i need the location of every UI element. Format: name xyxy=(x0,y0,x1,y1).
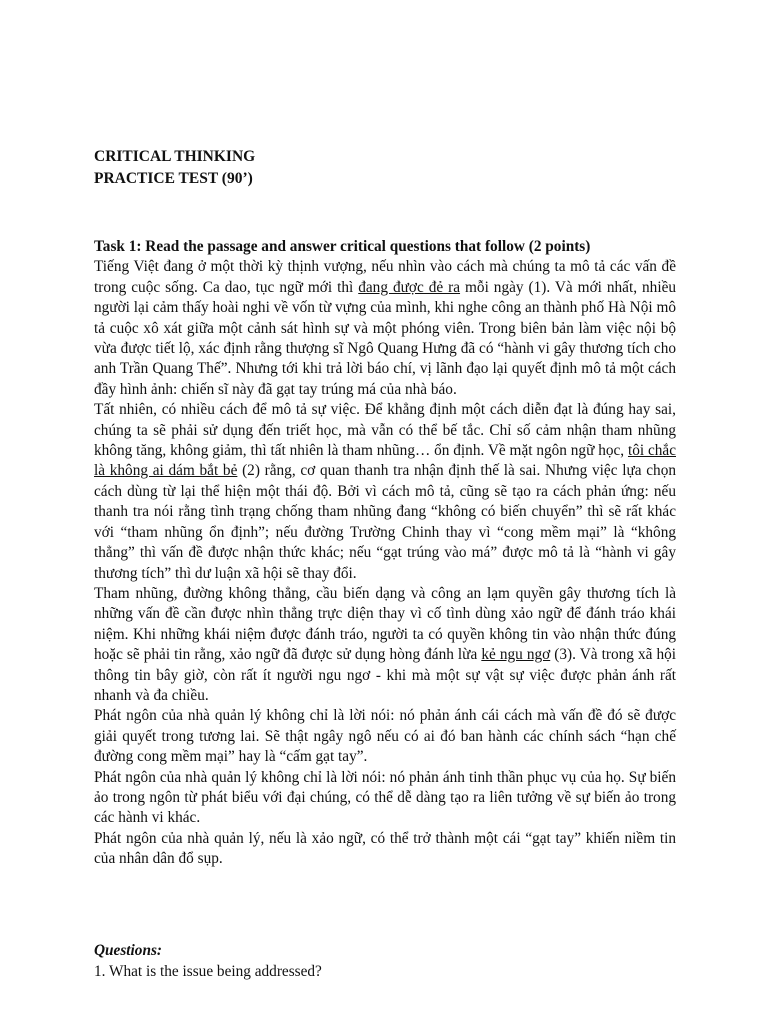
passage-paragraph-2: Tất nhiên, có nhiều cách để mô tả sự việc. Để khẳng định một cách diễn đạt là đúng hay sai, chúng ta sẽ phải sử dụng đến triết học, mà vẫn có thể bế tắc. Chỉ số cảm nhận tham nhũng không tăng, không giảm, thì tất nhiên là tham nhũng… ổn định. Về mặt ngôn ngữ học, tôi chắc là không ai dám bắt bẻ (2) rằng, cơ quan thanh tra nhận định thế là sai. Nhưng việc lựa chọn cách dùng từ lại thể hiện một thái độ. Bởi vì cách mô tả, cũng sẽ tạo ra cách phản ứng: nếu thanh tra nói rằng tình trạng chống tham nhũng đang “không có biến chuyển” thì sẽ rất khác với “tham nhũng ổn định”; nếu đường Trường Chinh thay vì “cong mềm mại” là “không thẳng” thì vấn đề được nhận thức khác; nếu “gạt trúng vào má” được mô tả là “hành vi gây thương tích” thì dư luận xã hội sẽ thay đổi. xyxy=(94,401,676,582)
task-heading: Task 1: Read the passage and answer critical questions that follow (2 points) xyxy=(94,238,591,255)
underlined-phrase-3: kẻ ngu ngơ xyxy=(481,646,551,664)
question-item: 1. What is the issue being addressed? xyxy=(94,963,322,980)
test-title xyxy=(94,146,255,190)
passage-paragraph-4: Phát ngôn của nhà quản lý không chỉ là lời nói: nó phản ánh cái cách mà vấn đề đó sẽ được giải quyết trong tương lai. Sẽ thật ngây ngô nếu có ai đó ban hành các chính sách “hạn chế đường cong mềm mại” hay là “cấm gạt tay”. xyxy=(94,707,676,766)
passage-section xyxy=(94,237,676,870)
passage-paragraph-1: Tiếng Việt đang ở một thời kỳ thịnh vượng, nếu nhìn vào cách mà chúng ta mô tả các vấn đề trong cuộc sống. Ca dao, tục ngữ mới thì đang được đẻ ra mỗi ngày (1). Và mới nhất, nhiều người lại cảm thấy hoài nghi về vốn từ vựng của mình, khi nghe công an thành phố Hà Nội mô tả cuộc xô xát giữa một cảnh sát hình sự và một phóng viên. Trong biên bản làm việc nội bộ vừa được tiết lộ, xác định rằng thượng sĩ Ngô Quang Hưng đã có “hành vi gây thương tích cho anh Trần Quang Thế”. Nhưng tới khi trả lời báo chí, vị lãnh đạo lại quyết định mô tả một cách đầy hình ảnh: chiến sĩ này đã gạt tay trúng má của nhà báo. xyxy=(94,258,677,398)
title-line-1: CRITICAL THINKING xyxy=(94,148,256,165)
passage-paragraph-5: Phát ngôn của nhà quản lý không chỉ là lời nói: nó phản ánh tinh thần phục vụ của họ. Sự biến ảo trong ngôn từ phát biểu với đại chúng, có thể dễ dàng tạo ra liên tưởng về sự biến ảo trong các hành vi khác. xyxy=(94,768,676,827)
passage-paragraph-6: Phát ngôn của nhà quản lý, nếu là xảo ngữ, có thể trở thành một cái “gạt tay” khiến niềm tin của nhân dân đổ sụp. xyxy=(94,829,676,868)
title-line-2: PRACTICE TEST (90’) xyxy=(94,170,253,187)
questions-section xyxy=(94,940,322,982)
questions-heading: Questions: xyxy=(94,942,162,959)
passage-paragraph-3: Tham nhũng, đường không thẳng, cầu biến dạng và công an lạm quyền gây thương tích là những vấn đề cần được nhìn thẳng trực diện thay vì cố tình dùng xảo ngữ để đánh tráo khái niệm. Khi những khái niệm được đánh tráo, người ta có quyền không tin vào nhận thức đúng hoặc sẽ phải tin rằng, xảo ngữ đã được sử dụng hòng đánh lừa kẻ ngu ngơ (3). Và trong xã hội thông tin bây giờ, còn rất ít người ngu ngơ - khi mà một sự vật sự việc được phản ánh rất nhanh và đa chiều. xyxy=(94,584,676,704)
underlined-phrase-2: tôi chắc là không ai dám bắt bẻ xyxy=(94,442,676,480)
underlined-phrase-1: đang được đẻ ra xyxy=(358,278,461,296)
